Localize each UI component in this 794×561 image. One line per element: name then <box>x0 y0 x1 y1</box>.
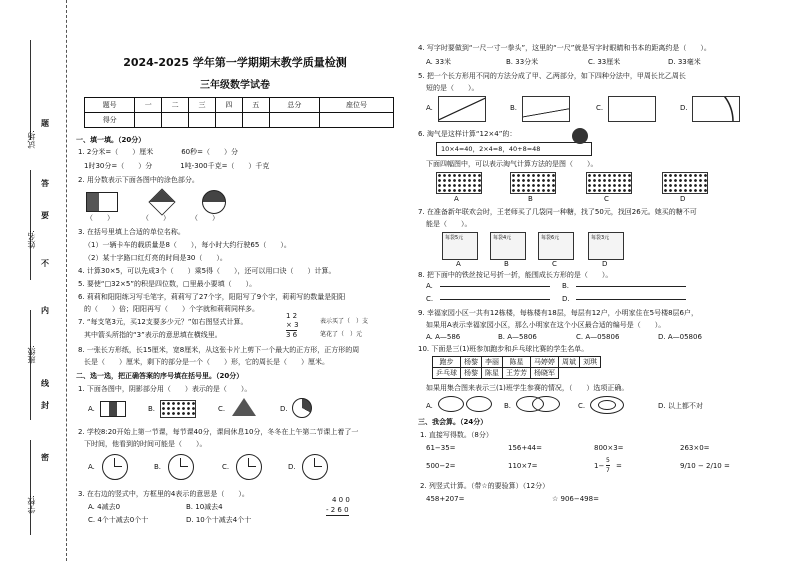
candy-price: 每袋3元 <box>591 235 610 241</box>
q8-line1: 8. 一张长方形纸，长15厘米，宽8厘米，从这张卡片上剪下一个最大的正方形，正方形的周 <box>78 346 360 354</box>
shaded-diamond-figure <box>148 188 175 215</box>
section2-heading: 二、选一选，把正确答案的序号填在括号里。（20分） <box>76 372 244 380</box>
vertical-calc-line: × 3 <box>286 321 299 329</box>
calc-item: ☆ 906−498= <box>552 495 599 503</box>
q7-line2: 其中箭头所指的“3”表示的意思填在横线里。 <box>84 331 222 339</box>
arrow-label: 笔花了（ ）元 <box>320 331 363 338</box>
exam-subtitle: 三年级数学试卷 <box>200 80 270 91</box>
names-cell: 陈星 <box>482 368 503 379</box>
s2-q1: 1. 下面各图中，阴影部分用（ ）表示的是（ ）。 <box>78 385 252 393</box>
q3-vertical-calc: - 2 6 0 <box>326 506 349 514</box>
candy-bag-c <box>538 232 574 260</box>
q5-text: 5. 要使“□32×5”的积是四位数，□里最小要填（ ）。 <box>78 280 257 288</box>
vertical-calc-line: 3 6 <box>286 331 298 339</box>
option-label: A. <box>426 104 433 112</box>
underline <box>30 310 31 420</box>
option-label: C. <box>596 104 604 112</box>
option-b-figure <box>160 400 196 418</box>
q6-line1: 6. 莉莉和阳阳练习写毛笔字，莉莉写了27个字，阳阳写了9个字，莉莉写的数量是阳阳 <box>78 293 346 301</box>
shaded-rectangle-figure <box>86 192 118 212</box>
q7-line1: 7. 在准备新年联欢会时，王老师买了几袋同一种糖，找了50元，找回26元。她买的糖不可 <box>418 208 697 216</box>
participants-table <box>432 356 601 379</box>
seal-char: 内 <box>41 306 49 315</box>
q9-option: C. A—05806 <box>576 333 620 341</box>
vertical-calc-line: 1 2 <box>286 312 298 320</box>
shaded-circle-figure <box>202 190 226 214</box>
calc-item: 61−35= <box>426 444 456 452</box>
option-label: A. <box>88 463 95 471</box>
score-cell[interactable] <box>269 113 319 128</box>
seal-char: 要 <box>41 211 49 220</box>
s3-q1: 1. 直接写得数。（8分） <box>420 431 493 439</box>
option-label: D. <box>562 295 570 303</box>
fraction-den: 7 <box>606 467 610 474</box>
clock-icon <box>168 454 194 480</box>
option-label: B. <box>562 282 570 290</box>
names-cell: 王芳芳 <box>503 368 531 379</box>
q5-line1: 5. 把一个长方形用不同的方法分成了甲、乙两部分，如下四种分法中，甲周长比乙周长 <box>418 72 686 80</box>
score-header: 题号 <box>85 98 135 113</box>
calc-item: 9/10 − 2/10 = <box>680 462 730 470</box>
names-cell: 李丽 <box>482 357 503 368</box>
q3-text: 3. 在括号里填上合适的单位名称。 <box>78 228 185 236</box>
section3-heading: 三、我会算。（24分） <box>418 418 488 426</box>
option-label: A <box>456 260 461 268</box>
q4-text: 4. 写字时要做到“一尺一寸一拳头”，这里的“一尺”就是写字时眼睛和书本的距离约是（ ）。 <box>418 44 711 52</box>
score-cell[interactable] <box>189 113 216 128</box>
option-label: B <box>504 260 509 268</box>
left-column <box>76 0 394 561</box>
names-cell: 陈星 <box>503 357 531 368</box>
seal-char: 不 <box>41 259 49 268</box>
underline <box>30 440 31 535</box>
venn-b-right <box>532 396 560 412</box>
dot-array-b <box>510 172 556 194</box>
q9-option: D. A—05806 <box>658 333 702 341</box>
class-label: 班级: <box>27 345 36 364</box>
q6-question: 下面四幅图中，可以表示淘气计算方法的是图（ ）。 <box>426 160 598 168</box>
q9-option: A. A—586 <box>426 333 461 341</box>
names-cell: 杨黎 <box>461 368 482 379</box>
calc-item: 110×7= <box>508 462 538 470</box>
score-cell[interactable] <box>215 113 242 128</box>
seal-char: 答 <box>41 179 49 188</box>
underline <box>30 170 31 280</box>
q1-line1: 1. 2分米=（ ）厘米 60秒=（ ）分 <box>78 148 238 156</box>
dot-array-a <box>436 172 482 194</box>
names-cell: 乒乓球 <box>433 368 461 379</box>
dot-array-d <box>662 172 708 194</box>
calc-item: 500−2= <box>426 462 456 470</box>
seal-char: 线 <box>41 379 49 388</box>
q6-text: 6. 淘气是这样计算“12×4”的： <box>418 130 517 138</box>
names-cell: 周斌 <box>559 357 580 368</box>
q4-text: 4. 计算30×5，可以先成3个（ ）乘5得（ ），还可以用口诀（ ）计算。 <box>78 267 336 275</box>
candy-bag-a <box>442 232 478 260</box>
candy-price: 每袋6元 <box>541 235 560 241</box>
names-cell: 马婷婷 <box>531 357 559 368</box>
score-table <box>84 97 394 128</box>
q7-line2: 能是（ ）。 <box>426 220 472 228</box>
answer-blank: （ ） （ ） （ ） <box>86 214 219 222</box>
q4-option: D. 33毫米 <box>668 58 701 66</box>
score-header: 总分 <box>269 98 319 113</box>
exam-room-label: 试场: <box>27 130 36 149</box>
score-row-label: 得分 <box>85 113 135 128</box>
section1-heading: 一、填一填。（20分） <box>76 136 146 144</box>
seal-char: 封 <box>41 401 49 410</box>
q5-figure-a <box>438 96 486 122</box>
dot-array-c <box>586 172 632 194</box>
option-label: B. <box>148 405 156 413</box>
option-label: D. 以上都不对 <box>658 402 703 410</box>
s2-q3-option-d: D. 10个十减去4个十 <box>186 516 252 524</box>
calc-item: 1− <box>594 462 605 470</box>
q8-text: 8. 把下面中的铁丝按记号折一折，能围成长方形的是（ ）。 <box>418 271 613 279</box>
q5-figure-d <box>692 96 740 122</box>
option-label: A. <box>88 405 95 413</box>
score-header: 三 <box>189 98 216 113</box>
clock-icon <box>102 454 128 480</box>
option-a-figure <box>100 401 126 417</box>
score-header: 二 <box>162 98 189 113</box>
q9-line2: 如果用A表示幸福家园小区，那么小明家在这个小区最合适的编号是（ ）。 <box>426 321 666 329</box>
q4-option: B. 33分米 <box>506 58 539 66</box>
option-label: C. <box>426 295 434 303</box>
binding-strip <box>0 0 67 561</box>
s2-q2-line2: 下时间，他看到的时间可能是（ ）。 <box>84 440 207 448</box>
option-label: C. <box>218 405 226 413</box>
seal-char: 密 <box>41 453 49 462</box>
score-cell[interactable] <box>135 113 162 128</box>
q3-part2: （2）某十字路口红灯亮的时间是30（ ）。 <box>84 254 227 262</box>
s2-q2-line1: 2. 学校8:20开始上第一节课，每节课40分，课间休息10分，冬冬在上午第二节课上着了一 <box>78 428 359 436</box>
candy-price: 每袋5元 <box>445 235 464 241</box>
score-header: 五 <box>242 98 269 113</box>
option-label: B. <box>510 104 518 112</box>
option-label: D <box>680 195 686 203</box>
q4-option: A. 33米 <box>426 58 452 66</box>
q6-calc-box: 10×4=40，2×4=8，40+8=48 <box>436 142 592 156</box>
fraction-num: 5 <box>606 457 610 464</box>
names-cell: 刘琪 <box>580 357 601 368</box>
venn-c-inner <box>598 400 616 410</box>
child-avatar-icon <box>572 128 588 144</box>
q3-vertical-calc: 4 0 0 <box>332 496 350 504</box>
option-label: A <box>454 195 459 203</box>
option-label: B. <box>154 463 162 471</box>
candy-bag-b <box>490 232 526 260</box>
q9-option: B. A—5806 <box>498 333 537 341</box>
option-label: D. <box>280 405 288 413</box>
q1-line2: 1时30分=（ ）分 1吨-300千克=（ ）千克 <box>84 162 270 170</box>
names-cell: 杨晓军 <box>531 368 559 379</box>
venn-a-left <box>438 396 464 412</box>
q7-line1: 7. “每支笔3元，买12支要多少元？”如右图竖式计算。 <box>78 318 248 326</box>
q5-figure-c <box>608 96 656 122</box>
calc-item: 800×3= <box>594 444 624 452</box>
q5-figure-b <box>522 96 570 122</box>
option-c-figure <box>232 398 256 416</box>
option-label: C <box>604 195 609 203</box>
option-label: D. <box>680 104 688 112</box>
q3-part1: （1）一辆卡车的载质量是8（ ），每小时大约行驶65（ ）。 <box>84 241 291 249</box>
wire-line-a <box>440 286 550 287</box>
underline <box>30 40 31 140</box>
score-header: 座位号 <box>320 98 394 113</box>
names-cell: 跑步 <box>433 357 461 368</box>
venn-a-right <box>466 396 492 412</box>
arrow-label: 表示买了（ ）支 <box>320 318 369 325</box>
calc-item: 458+207= <box>426 495 465 503</box>
option-label: D. <box>288 463 296 471</box>
calc-item: 263×0= <box>680 444 710 452</box>
candy-price: 每袋4元 <box>493 235 512 241</box>
s2-q3-option-a: A. 4减去0 <box>88 503 121 511</box>
exam-title: 2024-2025 学年第一学期期末教学质量检测 <box>123 56 347 69</box>
score-cell[interactable] <box>320 113 394 128</box>
wire-line-c <box>440 299 550 300</box>
seal-char: 题 <box>41 119 49 128</box>
wire-line-b <box>576 286 686 287</box>
clock-icon <box>236 454 262 480</box>
option-label: B. <box>504 402 512 410</box>
option-label: A. <box>426 402 433 410</box>
candy-bag-d <box>588 232 624 260</box>
names-cell: 杨黎 <box>461 357 482 368</box>
s2-q3: 3. 在右边的竖式中，方框里的4表示的意思是（ ）。 <box>78 490 249 498</box>
clock-icon <box>302 454 328 480</box>
q6-line2: 的（ ）倍；阳阳再写（ ）个字就和莉莉同样多。 <box>84 305 259 313</box>
q4-option: C. 33厘米 <box>588 58 621 66</box>
option-label: C <box>552 260 557 268</box>
score-cell[interactable] <box>242 113 269 128</box>
wire-line-d <box>576 299 686 300</box>
name-label: 姓名: <box>27 230 36 249</box>
right-column <box>418 0 788 561</box>
s3-q2: 2. 列竖式计算。（带☆的要验算）（12分） <box>420 482 550 490</box>
school-label: 学校: <box>27 495 36 514</box>
q5-line2: 短的是（ ）。 <box>426 84 479 92</box>
option-label: A. <box>426 282 433 290</box>
q2-text: 2. 用分数表示下面各图中的涂色部分。 <box>78 176 199 184</box>
q9-line1: 9. 幸福家园小区一共有12栋楼，每栋楼有18层，每层有12户，小明家住在5号楼8层6户， <box>418 309 698 317</box>
s2-q3-option-b: B. 10减去4 <box>186 503 223 511</box>
q8-line2: 长是（ ）厘米，剩下的部分是一个（ ）形，它的周长是（ ）厘米。 <box>84 358 329 366</box>
q10-text: 10. 下面是三(1)班参加跑步和乒乓球比赛的学生名单。 <box>418 345 589 353</box>
calc-item: 156+44= <box>508 444 542 452</box>
option-label: C. <box>578 402 586 410</box>
equals-sign: = <box>616 462 622 470</box>
option-d-figure <box>292 398 312 418</box>
s2-q3-option-c: C. 4个十减去0个十 <box>88 516 149 524</box>
option-label: D <box>602 260 608 268</box>
score-header: 一 <box>135 98 162 113</box>
score-cell[interactable] <box>162 113 189 128</box>
score-header: 四 <box>215 98 242 113</box>
option-label: C. <box>222 463 230 471</box>
q10-question: 如果用集合图来表示三(1)班学生参赛的情况，（ ）选项正确。 <box>426 384 629 392</box>
option-label: B <box>528 195 533 203</box>
